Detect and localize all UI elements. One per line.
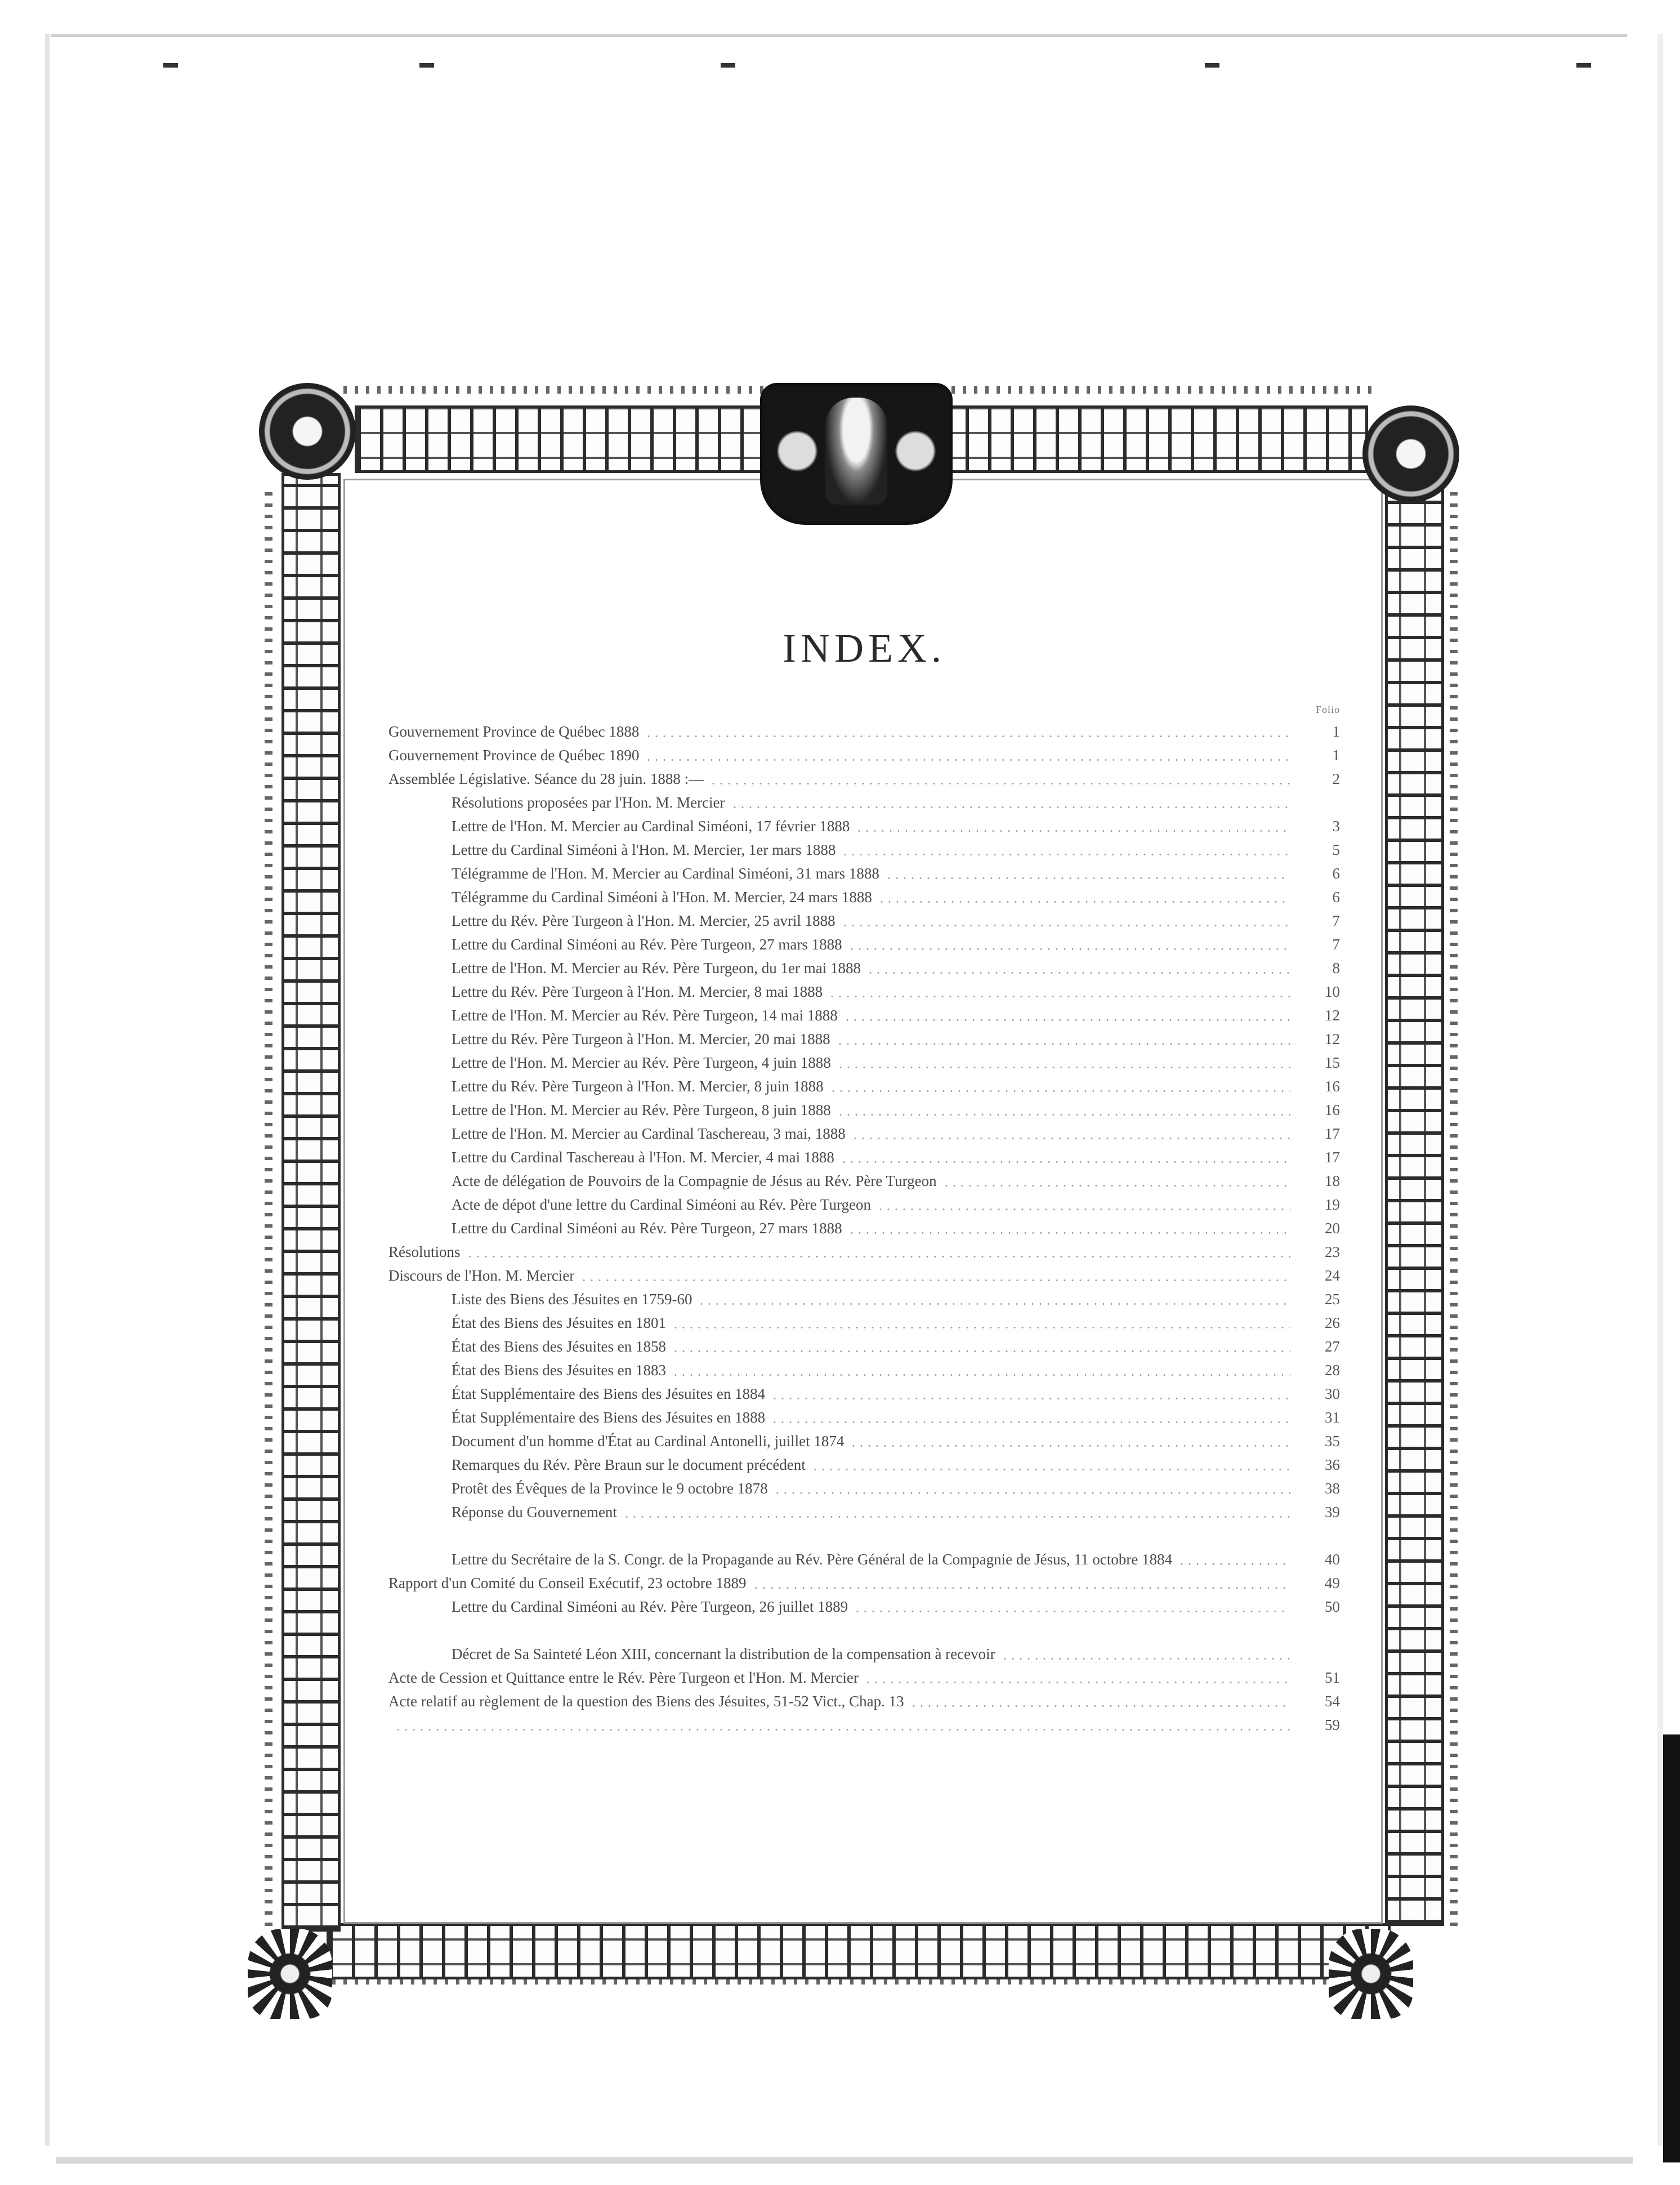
dot-leader xyxy=(771,1421,1290,1423)
dentil-border-left xyxy=(265,484,272,1926)
index-entry-title: Rapport d'un Comité du Conseil Exécutif, 23 octobre 1889 xyxy=(388,1575,747,1591)
index-entry-page: 35 xyxy=(1325,1433,1340,1450)
index-entry-title: Lettre de l'Hon. M. Mercier au Cardinal Taschereau, 3 mai, 1888 xyxy=(452,1125,846,1142)
scan-bottom-edge xyxy=(56,2157,1633,2164)
index-entry-page: 12 xyxy=(1325,1007,1340,1024)
index-entry xyxy=(388,1122,1340,1145)
folio-label: Folio xyxy=(1315,704,1340,715)
index-entry-page: 2 xyxy=(1332,770,1340,787)
index-entry xyxy=(388,1500,1340,1524)
index-entry xyxy=(388,791,1340,814)
index-entry-page: 16 xyxy=(1325,1102,1340,1118)
index-entry-title: Réponse du Gouvernement xyxy=(452,1504,617,1520)
scan-right-edge xyxy=(1657,34,1663,2146)
index-entry xyxy=(388,1453,1340,1477)
index-entry-title: Lettre du Cardinal Siméoni à l'Hon. M. Mercier, 1er mars 1888 xyxy=(452,841,836,858)
index-entry-page: 39 xyxy=(1325,1504,1340,1520)
dot-leader xyxy=(394,1729,1290,1731)
index-entry xyxy=(388,1477,1340,1500)
index-entry-page: 51 xyxy=(1325,1669,1340,1686)
index-entry-page: 6 xyxy=(1332,865,1340,882)
index-entry-title: État des Biens des Jésuites en 1858 xyxy=(452,1338,666,1355)
index-entry-title: Lettre de l'Hon. M. Mercier au Cardinal Siméoni, 17 février 1888 xyxy=(452,818,850,835)
index-entry-page: 49 xyxy=(1325,1575,1340,1591)
dot-leader xyxy=(672,1374,1290,1376)
index-entry-title: Gouvernement Province de Québec 1890 xyxy=(388,747,640,764)
index-entry-page: 59 xyxy=(1325,1716,1340,1733)
index-entry-page: 7 xyxy=(1332,912,1340,929)
index-entry xyxy=(388,1287,1340,1311)
dot-leader xyxy=(850,1445,1290,1447)
index-entry-page: 12 xyxy=(1325,1031,1340,1047)
dot-leader xyxy=(837,1067,1290,1068)
index-entry-title: Protêt des Évêques de la Province le 9 octobre 1878 xyxy=(452,1480,768,1497)
index-entry-title: Lettre du Rév. Père Turgeon à l'Hon. M. Mercier, 8 juin 1888 xyxy=(452,1078,824,1095)
dot-leader xyxy=(840,1161,1290,1163)
index-entry-page: 19 xyxy=(1325,1196,1340,1213)
dot-leader xyxy=(885,877,1290,879)
dot-leader xyxy=(878,901,1290,903)
index-entry xyxy=(388,1382,1340,1406)
index-entry xyxy=(388,1429,1340,1453)
index-entry-title: Décret de Sa Sainteté Léon XIII, concernant la distribution de la compensation à recevoir xyxy=(452,1646,995,1662)
dot-leader xyxy=(841,854,1290,855)
scan-mark xyxy=(419,63,434,68)
index-list xyxy=(388,720,1340,1737)
index-entry xyxy=(388,720,1340,743)
scan-mark xyxy=(1576,63,1591,68)
index-entry-title: Télégramme du Cardinal Siméoni à l'Hon. M. Mercier, 24 mars 1888 xyxy=(452,889,872,906)
index-entry-title: Lettre de l'Hon. M. Mercier au Rév. Père Turgeon, 14 mai 1888 xyxy=(452,1007,838,1024)
index-entry-title: Gouvernement Province de Québec 1888 xyxy=(388,723,640,740)
index-entry-title: Lettre du Cardinal Siméoni au Rév. Père Turgeon, 26 juillet 1889 xyxy=(452,1598,848,1615)
dot-leader xyxy=(942,1185,1290,1187)
index-entry-page: 1 xyxy=(1332,723,1340,740)
index-entry-title: Acte de Cession et Quittance entre le Rév. Père Turgeon et l'Hon. M. Mercier xyxy=(388,1669,859,1686)
dot-leader xyxy=(866,972,1290,974)
index-entry-title: État Supplémentaire des Biens des Jésuites en 1888 xyxy=(452,1409,766,1426)
index-entry-page: 50 xyxy=(1325,1598,1340,1615)
dot-leader xyxy=(851,1138,1290,1139)
index-entry xyxy=(388,767,1340,791)
dot-leader xyxy=(672,1350,1290,1352)
foliate-corner-bottom-right-icon xyxy=(1329,1929,1413,2019)
index-entry xyxy=(388,956,1340,980)
dot-leader xyxy=(910,1705,1290,1707)
index-entry xyxy=(388,1311,1340,1335)
index-entry xyxy=(388,1098,1340,1122)
index-entry xyxy=(388,1713,1340,1737)
index-entry-page: 15 xyxy=(1325,1054,1340,1071)
dot-leader xyxy=(841,925,1290,926)
index-entry xyxy=(388,1524,1340,1571)
index-entry-title: Lettre du Rév. Père Turgeon à l'Hon. M. Mercier, 25 avril 1888 xyxy=(452,912,835,929)
index-entry-title: Télégramme de l'Hon. M. Mercier au Cardinal Siméoni, 31 mars 1888 xyxy=(452,865,879,882)
index-entry-title: Assemblée Législative. Séance du 28 juin. 1888 :— xyxy=(388,770,704,787)
index-content xyxy=(388,625,1340,1796)
index-entry-page: 1 xyxy=(1332,747,1340,764)
index-entry-page: 36 xyxy=(1325,1456,1340,1473)
dot-leader xyxy=(836,1043,1290,1045)
index-entry xyxy=(388,909,1340,933)
dot-leader xyxy=(466,1256,1290,1258)
index-entry xyxy=(388,1406,1340,1429)
dot-leader xyxy=(645,735,1290,737)
greek-key-band-left xyxy=(282,473,341,1932)
foliate-corner-bottom-left-icon xyxy=(248,1929,332,2019)
index-entry-page: 26 xyxy=(1325,1314,1340,1331)
dot-leader xyxy=(672,1327,1290,1328)
dot-leader xyxy=(709,783,1290,784)
index-entry-page: 20 xyxy=(1325,1220,1340,1237)
index-entry xyxy=(388,862,1340,885)
index-entry xyxy=(388,1169,1340,1193)
dot-leader xyxy=(848,948,1290,950)
index-entry-title: Lettre de l'Hon. M. Mercier au Rév. Père Turgeon, 8 juin 1888 xyxy=(452,1102,831,1118)
dot-leader xyxy=(854,1611,1290,1612)
index-entry xyxy=(388,1666,1340,1689)
dot-leader xyxy=(645,759,1290,761)
scan-dark-edge xyxy=(1663,1734,1680,2162)
index-entry-title: Remarques du Rév. Père Braun sur le document précédent xyxy=(452,1456,806,1473)
index-entry xyxy=(388,1335,1340,1358)
dot-leader xyxy=(623,1516,1290,1518)
dot-leader xyxy=(771,1398,1290,1399)
dot-leader xyxy=(752,1587,1290,1589)
index-entry-page: 30 xyxy=(1325,1385,1340,1402)
index-entry-title: Lettre du Cardinal Siméoni au Rév. Père Turgeon, 27 mars 1888 xyxy=(452,1220,842,1237)
greek-key-band-right xyxy=(1385,479,1444,1926)
index-entry xyxy=(388,1004,1340,1027)
page-title: INDEX. xyxy=(783,626,946,671)
lyre-medallion-icon xyxy=(259,383,356,480)
dot-leader xyxy=(698,1303,1290,1305)
index-entry xyxy=(388,1216,1340,1240)
index-entry-page: 6 xyxy=(1332,889,1340,906)
scan-mark xyxy=(1205,63,1219,68)
index-entry-title: Lettre de l'Hon. M. Mercier au Rév. Père Turgeon, du 1er mai 1888 xyxy=(452,960,861,976)
index-entry xyxy=(388,980,1340,1004)
dot-leader xyxy=(843,1019,1290,1021)
index-entry xyxy=(388,1145,1340,1169)
dentil-border-right xyxy=(1450,484,1458,1926)
index-entry-title: Lettre du Rév. Père Turgeon à l'Hon. M. Mercier, 8 mai 1888 xyxy=(452,983,823,1000)
index-entry xyxy=(388,1571,1340,1595)
index-entry-title: Document d'un homme d'État au Cardinal Antonelli, juillet 1874 xyxy=(452,1433,845,1450)
index-entry-page: 16 xyxy=(1325,1078,1340,1095)
scan-mark xyxy=(721,63,735,68)
index-entry-page: 25 xyxy=(1325,1291,1340,1308)
index-entry-title: Acte de délégation de Pouvoirs de la Compagnie de Jésus au Rév. Père Turgeon xyxy=(452,1172,937,1189)
scan-top-edge xyxy=(51,34,1627,77)
index-entry-page: 27 xyxy=(1325,1338,1340,1355)
index-entry-page: 38 xyxy=(1325,1480,1340,1497)
index-entry xyxy=(388,743,1340,767)
index-entry xyxy=(388,885,1340,909)
index-entry xyxy=(388,933,1340,956)
dot-leader xyxy=(829,1090,1290,1092)
dot-leader xyxy=(864,1682,1290,1683)
lion-medallion-icon xyxy=(1362,405,1459,502)
index-entry-page: 54 xyxy=(1325,1693,1340,1710)
index-entry xyxy=(388,1595,1340,1618)
index-entry-page: 5 xyxy=(1332,841,1340,858)
dot-leader xyxy=(811,1469,1290,1470)
index-entry-title: Lettre du Cardinal Taschereau à l'Hon. M. Mercier, 4 mai 1888 xyxy=(452,1149,834,1166)
greek-key-band-bottom xyxy=(327,1923,1391,1979)
index-entry-title: Acte de dépot d'une lettre du Cardinal Siméoni au Rév. Père Turgeon xyxy=(452,1196,871,1213)
index-entry-title: Lettre de l'Hon. M. Mercier au Rév. Père Turgeon, 4 juin 1888 xyxy=(452,1054,831,1071)
index-entry xyxy=(388,1358,1340,1382)
index-entry xyxy=(388,1051,1340,1074)
index-entry-page: 24 xyxy=(1325,1267,1340,1284)
dot-leader xyxy=(731,806,1290,808)
dot-leader xyxy=(855,830,1290,832)
index-entry-title: État Supplémentaire des Biens des Jésuites en 1884 xyxy=(452,1385,766,1402)
index-entry-page: 3 xyxy=(1332,818,1340,835)
index-entry xyxy=(388,814,1340,838)
dot-leader xyxy=(1001,1658,1290,1660)
dot-leader xyxy=(580,1279,1290,1281)
index-entry-title: Résolutions proposées par l'Hon. M. Mercier xyxy=(452,794,725,811)
dot-leader xyxy=(848,1232,1290,1234)
index-entry xyxy=(388,1618,1340,1666)
index-entry-page: 10 xyxy=(1325,983,1340,1000)
dot-leader xyxy=(1178,1563,1290,1565)
dot-leader xyxy=(774,1492,1290,1494)
index-entry-title: État des Biens des Jésuites en 1801 xyxy=(452,1314,666,1331)
index-entry-title: Résolutions xyxy=(388,1243,461,1260)
index-entry-page: 40 xyxy=(1325,1551,1340,1568)
index-entry-page: 28 xyxy=(1325,1362,1340,1379)
index-entry-page: 31 xyxy=(1325,1409,1340,1426)
index-entry-page: 18 xyxy=(1325,1172,1340,1189)
index-entry-page: 8 xyxy=(1332,960,1340,976)
index-entry-title: Acte relatif au règlement de la question des Biens des Jésuites, 51-52 Vict., Chap. 13 xyxy=(388,1693,904,1710)
index-entry-title: Discours de l'Hon. M. Mercier xyxy=(388,1267,575,1284)
index-entry-title: Lettre du Secrétaire de la S. Congr. de la Propagande au Rév. Père Général de la Compagnie de Jésus, 11 octobre 1884 xyxy=(452,1551,1173,1568)
index-entry-title: État des Biens des Jésuites en 1883 xyxy=(452,1362,666,1379)
index-entry-page: 7 xyxy=(1332,936,1340,953)
index-entry xyxy=(388,1240,1340,1264)
index-entry-title: Liste des Biens des Jésuites en 1759-60 xyxy=(452,1291,692,1308)
index-entry xyxy=(388,1264,1340,1287)
index-entry-title: Lettre du Cardinal Siméoni au Rév. Père Turgeon, 27 mars 1888 xyxy=(452,936,842,953)
index-entry xyxy=(388,1027,1340,1051)
index-entry-title: Lettre du Rév. Père Turgeon à l'Hon. M. Mercier, 20 mai 1888 xyxy=(452,1031,830,1047)
scan-left-edge xyxy=(45,34,50,2146)
index-entry xyxy=(388,1074,1340,1098)
index-entry xyxy=(388,1689,1340,1713)
index-entry xyxy=(388,838,1340,862)
dot-leader xyxy=(837,1114,1290,1116)
madonna-cherubs-vignette xyxy=(760,383,953,525)
index-entry-page: 23 xyxy=(1325,1243,1340,1260)
index-entry xyxy=(388,1193,1340,1216)
scan-mark xyxy=(163,63,178,68)
dot-leader xyxy=(877,1209,1290,1210)
index-entry-page: 17 xyxy=(1325,1125,1340,1142)
index-entry-page: 17 xyxy=(1325,1149,1340,1166)
dot-leader xyxy=(828,996,1290,997)
